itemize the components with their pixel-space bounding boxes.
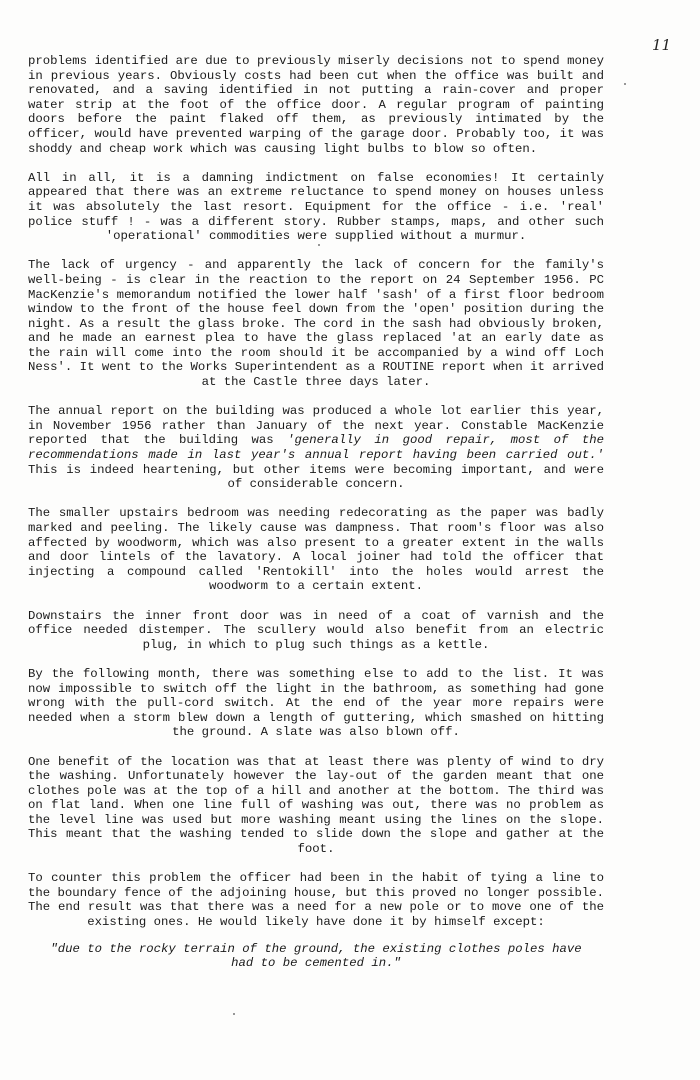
block-quote-clothes-poles: "due to the rocky terrain of the ground, the existing clothes poles have had to be cemented in." bbox=[50, 941, 582, 971]
paragraph-bathroom-guttering: By the following month, there was something else to add to the list. It was now impossible to switch off the light in the bathroom, as something had gone wrong with the pull-cord switch. At the end of the year more repairs were needed when a storm blew down a length of guttering, which smashed on hitting the ground. A slate was also blown off. bbox=[28, 666, 604, 740]
paragraph-washing-lines: One benefit of the location was that at least there was plenty of wind to dry the washing. Unfortunately however the lay-out of the garden meant that one clothes pole was at the top of a hill and another at the bottom. The third was on flat land. When one line full of washing was out, there was no problem as the level line was used but more washing meant using the lines on the slope. This meant that the washing tended to slide down the slope and gather at the foot. bbox=[28, 754, 604, 857]
paragraph-new-pole: To counter this problem the officer had been in the habit of tying a line to the boundary fence of the adjoining house, but this proved no longer possible. The end result was that there was a need for a new pole or to move one of the existing ones. He would likely have done it by himself except: bbox=[28, 871, 604, 930]
paragraph-downstairs-repairs: Downstairs the inner front door was in need of a coat of varnish and the office needed distemper. The scullery would also benefit from an electric plug, in which to plug such things as a kettle. bbox=[28, 608, 604, 652]
paragraph-annual-report bbox=[28, 404, 604, 492]
paragraph-woodworm-dampness: The smaller upstairs bedroom was needing redecorating as the paper was badly marked and peeling. The likely cause was dampness. That room's floor was also affected by woodworm, which was also present to a greater extent in the walls and door lintels of the lavatory. A local joiner had told the officer that injecting a compound called 'Rentokill' into the holes would arrest the woodworm to a certain extent. bbox=[28, 506, 604, 594]
annual-report-text-after: This is indeed heartening, but other items were becoming important, and were of considerable concern. bbox=[28, 462, 604, 492]
scan-speck bbox=[233, 1013, 235, 1015]
scan-speck bbox=[624, 83, 626, 85]
paragraph-false-economies: All in all, it is a damning indictment on false economies! It certainly appeared that there was an extreme reluctance to spend money on houses unless it was absolutely the last resort. Equipment for the office - i.e. 'real' police stuff ! - was a different story. Rubber stamps, maps, and other such 'operational' commodities were supplied without a murmur. bbox=[28, 170, 604, 244]
document-body bbox=[28, 54, 604, 971]
annual-report-text-before: The annual report on the building was produced a whole lot earlier this year, in November 1956 rather than January of the next year. Constable MacKenzie reported that the building was bbox=[28, 404, 604, 448]
annual-report-quoted-text: 'generally in good repair, most of the recommendations made in last year's annual report having been carried out.' bbox=[28, 433, 604, 463]
page-number: 11 bbox=[652, 36, 672, 54]
paragraph-repairs-false-savings: problems identified are due to previously miserly decisions not to spend money in previous years. Obviously costs had been cut when the office was built and renovated, and a saving identified in not putting a rain-cover and proper water strip at the foot of the office door. A regular program of painting doors before the paint flaked off them, as previously intimated by the officer, would have prevented warping of the garage door. Probably too, it was shoddy and cheap work which was causing light bulbs to blow so often. bbox=[28, 54, 604, 156]
paragraph-broken-sash-window: The lack of urgency - and apparently the lack of concern for the family's well-being - is clear in the reaction to the report on 24 September 1956. PC MacKenzie's memorandum notified the lower half 'sash' of a first floor bedroom window to the front of the house feel down from the 'open' position during the night. As a result the glass broke. The cord in the sash had obviously broken, and he made an earnest plea to have the glass replaced 'at an early date as the rain will come into the room should it be accompanied by a wind off Loch Ness'. It went to the Works Superintendent as a ROUTINE report when it arrived at the Castle three days later. bbox=[28, 258, 604, 390]
